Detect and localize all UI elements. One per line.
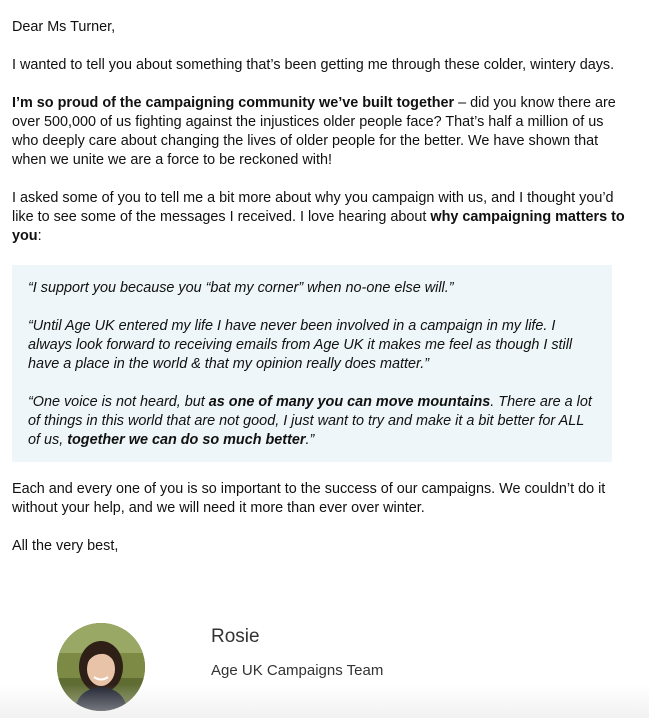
messages-text: I asked some of you to tell me a bit more about why you campaign with us, and I thought you’d like to see some of the messages I received. I love hearing about [12, 190, 614, 225]
quote-box [12, 265, 612, 462]
quote-3-end: .” [305, 432, 315, 448]
quote-3-text-b: . There are a lot of things in this world that are not good, I just want to try and make it a bit better for ALL of us, [28, 394, 592, 448]
avatar [57, 623, 145, 711]
paragraph-intro: I wanted to tell you about something that’s been getting me through these colder, wintery days. [12, 57, 615, 73]
quote-2: “Until Age UK entered my life I have never been involved in a campaign in my life. I always look forward to receiving emails from Age UK it makes me feel as though I still have a place in the world & that my opinion really does matter.” [28, 318, 573, 372]
quote-3 [28, 393, 598, 450]
quote-3-highlight-2: together we can do so much better [67, 432, 306, 448]
paragraph-community [12, 94, 632, 170]
signature-name: Rosie [211, 626, 260, 647]
greeting: Dear Ms Turner, [12, 19, 116, 35]
quote-3-highlight-1: as one of many you can move mountains [208, 394, 491, 410]
paragraph-thanks: Each and every one of you is so important to the success of our campaigns. We couldn’t do it without your help, and we will need it more than ever over winter. [12, 481, 606, 516]
paragraph-messages [12, 189, 632, 246]
signature-team: Age UK Campaigns Team [211, 662, 384, 679]
quote-1: “I support you because you “bat my corner” when no-one else will.” [28, 280, 454, 296]
avatar-portrait-icon [57, 623, 145, 711]
community-highlight: I’m so proud of the campaigning community we’ve built together [12, 95, 455, 111]
community-text: – did you know there are over 500,000 of us fighting against the injustices older people face? That’s half a million of us who deeply care about changing the lives of older people for the better. We have shown that when we unite we are a force to be reckoned with! [12, 95, 616, 168]
letter-body [12, 18, 632, 556]
closing: All the very best, [12, 538, 119, 554]
quote-3-text-a: “One voice is not heard, but [28, 394, 209, 410]
messages-end: : [37, 228, 42, 244]
signature-block [0, 610, 649, 718]
messages-highlight: why campaigning matters to you [12, 209, 625, 244]
